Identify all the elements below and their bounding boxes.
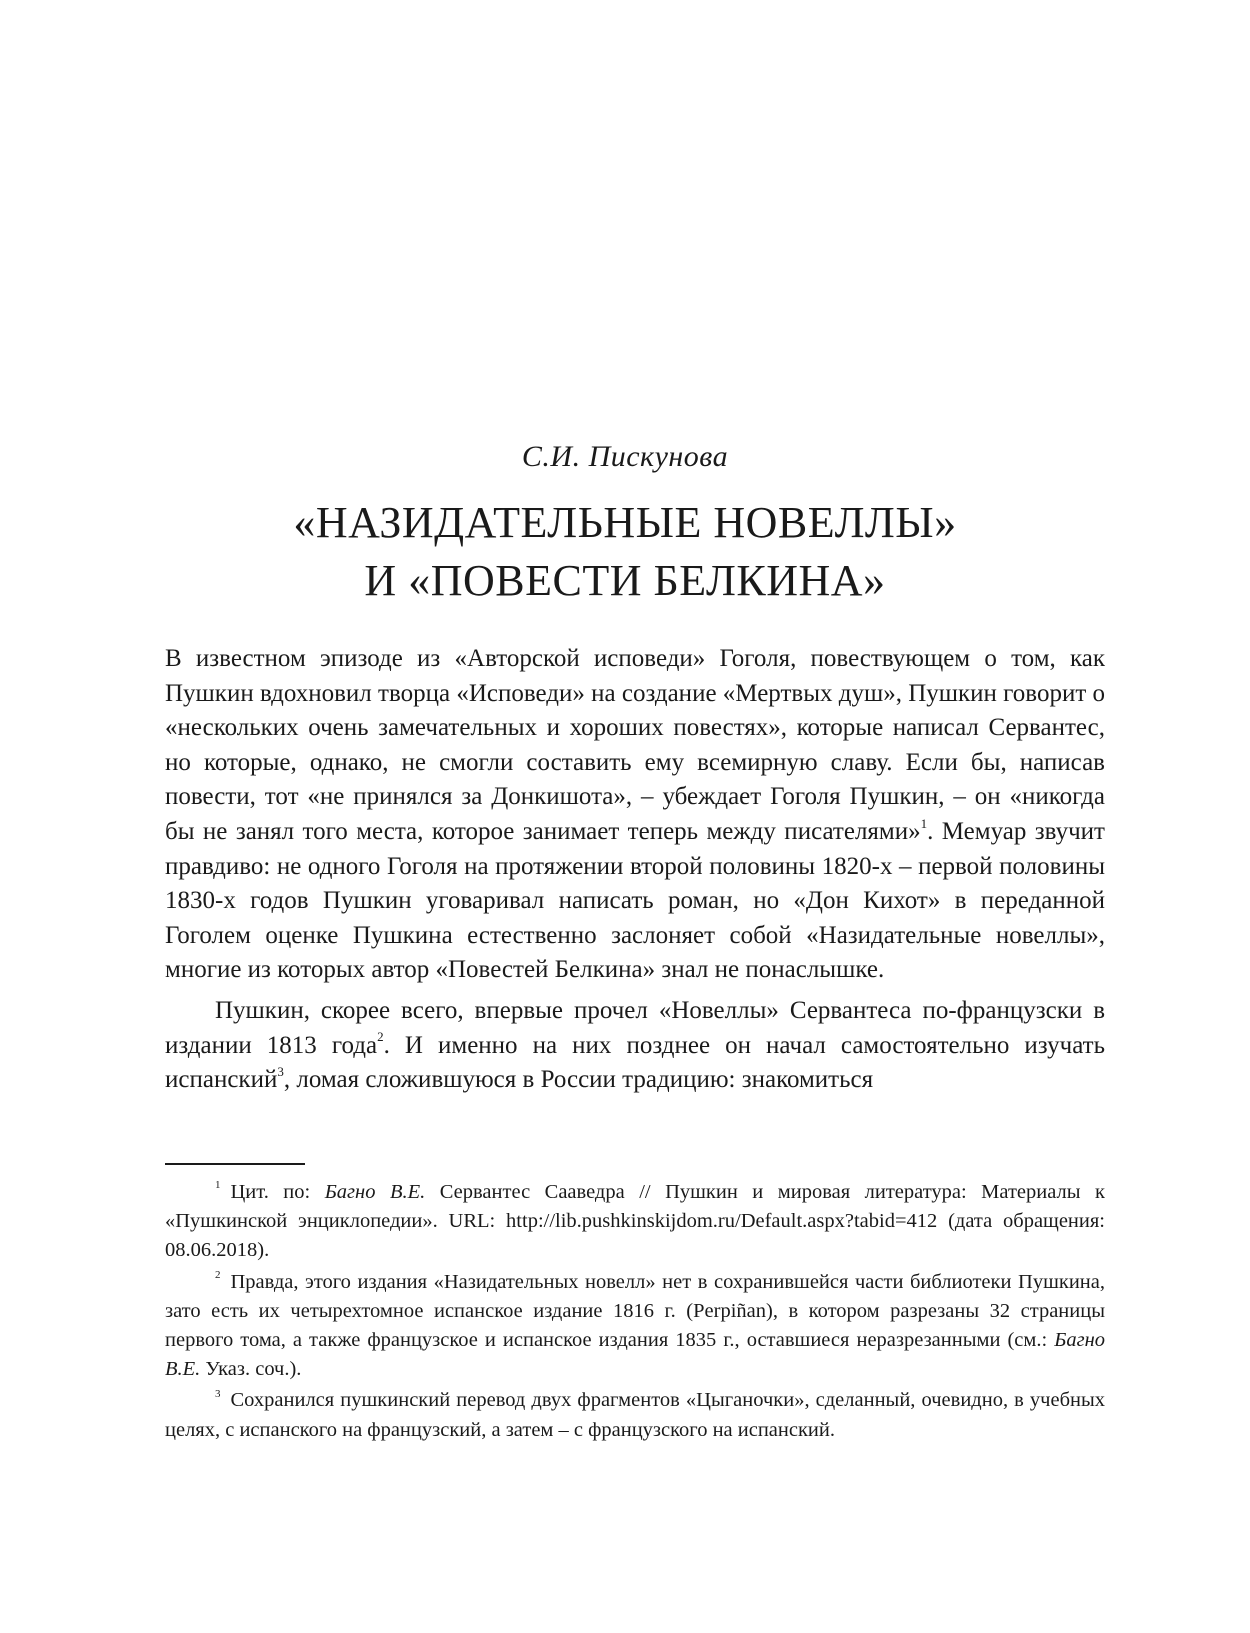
footnote-2-text-b: Указ. соч.). bbox=[200, 1358, 302, 1381]
title-line-1: «НАЗИДАТЕЛЬНЫЕ НОВЕЛЛЫ» bbox=[293, 498, 957, 547]
footnote-ref-3: 3 bbox=[277, 1063, 284, 1079]
footnote-2-number: 2 bbox=[215, 1268, 221, 1281]
footnote-2-text-a: Правда, этого издания «Назидательных новелл» нет в сохранившейся части библиотеки Пушкина, зато есть их четырехтомное испанское издание 1816 г. (Perpiñan), в котором разрезаны 32 страницы первого тома, а также французское и испанское издания 1835 г., оставшиеся неразрезанными (см.: bbox=[165, 1270, 1105, 1352]
paragraph-1-text-b: . Мемуар звучит правдиво: не одного Гоголя на протяжении второй половины 1820-х – первой половины 1830-х годов Пушкин уговаривал написать роман, но «Дон Кихот» в переданной Гоголем оценке Пушкина естественно заслоняет собой «Назидательные новеллы», многие из которых автор «Повестей Белкина» знал не понаслышке. bbox=[165, 817, 1105, 984]
footnote-divider bbox=[165, 1163, 305, 1165]
paragraph-2-text-b: . И именно на них позднее он начал самостоятельно изучать испанский bbox=[165, 1031, 1105, 1094]
footnote-3 bbox=[165, 1386, 1105, 1444]
footnote-1 bbox=[165, 1178, 1105, 1266]
footnote-1-number: 1 bbox=[215, 1179, 221, 1192]
title-line-2: И «ПОВЕСТИ БЕЛКИНА» bbox=[364, 556, 886, 605]
paragraph-1-text-a: В известном эпизоде из «Авторской исповеди» Гоголя, повествующем о том, как Пушкин вдохновил творца «Исповеди» на создание «Мертвых душ», Пушкин говорит о «нескольких очень замечательных и хороших повестях», которые написал Сервантес, но которые, однако, не смогли составить ему всемирную славу. Если бы, написав повести, тот «не принялся за Донкишота», – убеждает Гоголя Пушкин, – он «никогда бы не занял того места, которое занимает теперь между писателями» bbox=[165, 645, 1105, 845]
footnote-1-text-b: Сервантес Сааведра // Пушкин и мировая литература: Материалы к «Пушкинской энциклопедии». URL: http://lib.pushkinskijdom.ru/Default.aspx?tabid=412 (дата обращения: 08.06.2018). bbox=[165, 1181, 1105, 1262]
footnotes bbox=[165, 1178, 1105, 1445]
paragraph-2-text-a: Пушкин, скорее всего, впервые прочел «Новеллы» Сервантеса по-французски в издании 1813 года bbox=[165, 996, 1105, 1059]
paragraph-1 bbox=[165, 642, 1105, 988]
footnote-ref-2: 2 bbox=[377, 1029, 384, 1045]
footnote-ref-1: 1 bbox=[920, 815, 928, 831]
body-text bbox=[165, 642, 1105, 1098]
footnote-3-number: 3 bbox=[215, 1387, 221, 1400]
footnote-1-author: Багно В.Е. bbox=[324, 1181, 426, 1203]
article-title bbox=[0, 494, 1250, 610]
footnote-3-text: Сохранился пушкинский перевод двух фрагментов «Цыганочки», сделанный, очевидно, в учебных целях, с испанского на французский, а затем – с французского на испанский. bbox=[165, 1389, 1105, 1441]
paragraph-2-text-c: , ломая сложившуюся в России традицию: знакомиться bbox=[283, 1066, 874, 1094]
footnote-2 bbox=[165, 1268, 1105, 1385]
paragraph-2 bbox=[165, 994, 1105, 1098]
author-name: С.И. Пискунова bbox=[521, 440, 729, 473]
footnote-2-author: Багно В.Е. bbox=[165, 1329, 1105, 1381]
footnote-1-text-a: Цит. по: bbox=[230, 1181, 325, 1203]
